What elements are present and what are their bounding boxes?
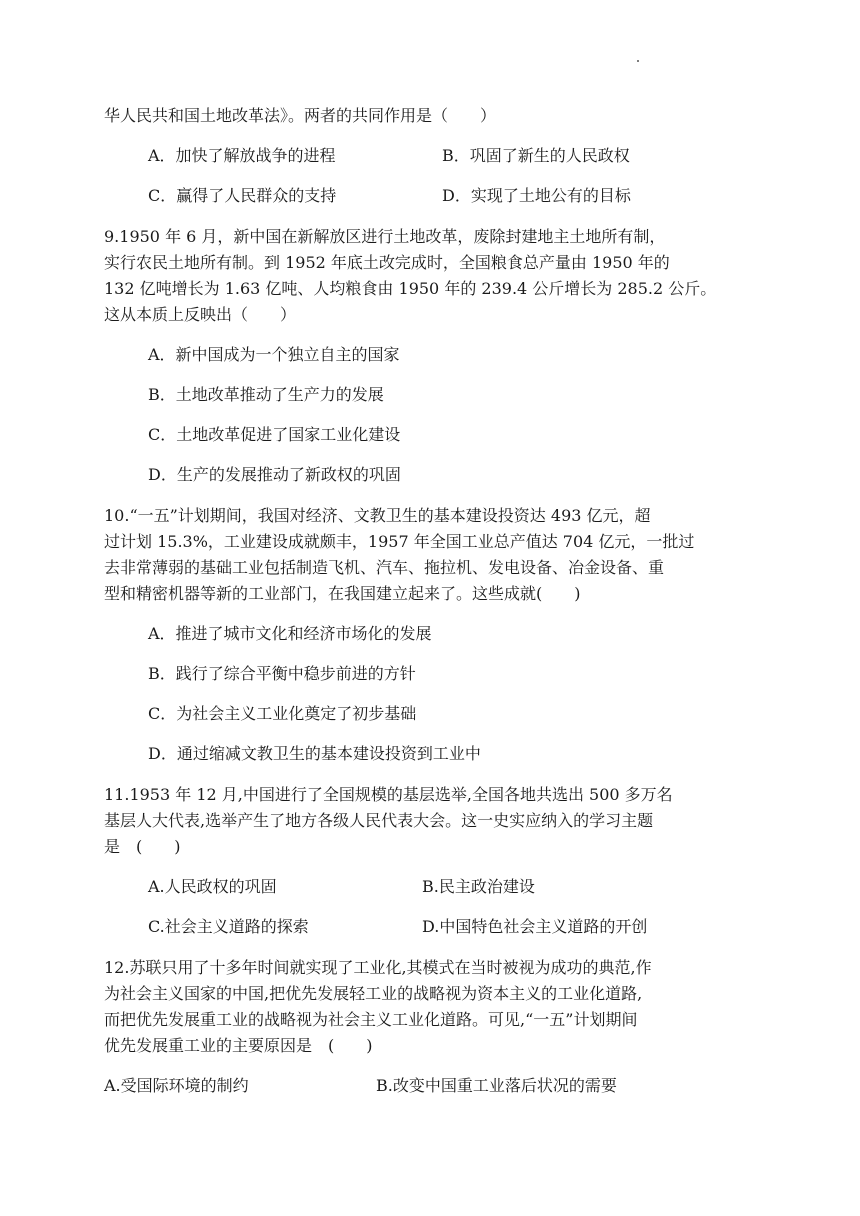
- q9-stem-line: 9.1950 年 6 月，新中国在新解放区进行土地改革，废除封建地主土地所有制，: [104, 227, 666, 246]
- q11-stem-line: 基层人大代表,选举产生了地方各级人民代表大会。这一史实应纳入的学习主题: [104, 811, 654, 830]
- q12-option-b: B.改变中国重工业落后状况的需要: [376, 1076, 617, 1095]
- q10-option-c: C．为社会主义工业化奠定了初步基础: [148, 704, 417, 723]
- q11-stem-line: 是 ( ): [104, 837, 181, 856]
- q8-option-b: B．巩固了新生的人民政权: [442, 146, 630, 165]
- q10-option-d: D．通过缩减文教卫生的基本建设投资到工业中: [148, 744, 481, 763]
- q10-stem-line: 10.“一五”计划期间，我国对经济、文教卫生的基本建设投资达 493 亿元，超: [104, 506, 651, 525]
- q10-option-b: B．践行了综合平衡中稳步前进的方针: [148, 664, 416, 683]
- q8-stem-line: 华人民共和国土地改革法》。两者的共同作用是（ ）: [104, 106, 497, 125]
- q12-stem-line: 为社会主义国家的中国,把优先发展轻工业的战略视为资本主义的工业化道路,: [104, 984, 643, 1003]
- q9-stem-line: 这从本质上反映出（ ）: [104, 305, 297, 324]
- q11-option-b: B.民主政治建设: [422, 877, 535, 896]
- q9-option-a: A．新中国成为一个独立自主的国家: [148, 345, 400, 364]
- q10-option-a: A．推进了城市文化和经济市场化的发展: [148, 624, 432, 643]
- q12-option-a: A.受国际环境的制约: [104, 1076, 249, 1095]
- q8-option-c: C．赢得了人民群众的支持: [148, 186, 337, 205]
- q11-option-a: A.人民政权的巩固: [148, 877, 277, 896]
- q10-stem-line: 型和精密机器等新的工业部门，在我国建立起来了。这些成就( ): [104, 584, 581, 603]
- q11-option-d: D.中国特色社会主义道路的开创: [422, 917, 648, 936]
- q9-stem-line: 实行农民土地所有制。到 1952 年底土改完成时，全国粮食总产量由 1950 年的: [104, 253, 670, 272]
- q11-stem-line: 11.1953 年 12 月,中国进行了全国规模的基层选举,全国各地共选出 500 多万名: [104, 785, 673, 804]
- q11-option-c: C.社会主义道路的探索: [148, 917, 309, 936]
- q12-stem-line: 12.苏联只用了十多年时间就实现了工业化,其模式在当时被视为成功的典范,作: [104, 958, 652, 977]
- q12-stem-line: 优先发展重工业的主要原因是 ( ): [104, 1036, 373, 1055]
- q10-stem-line: 去非常薄弱的基础工业包括制造飞机、汽车、拖拉机、发电设备、冶金设备、重: [104, 558, 665, 577]
- q8-option-d: D．实现了土地公有的目标: [442, 186, 631, 205]
- q8-option-a: A．加快了解放战争的进程: [148, 146, 336, 165]
- q10-stem-line: 过计划 15.3%，工业建设成就颇丰，1957 年全国工业总产值达 704 亿元，一批过: [104, 532, 695, 551]
- q9-option-b: B．土地改革推动了生产力的发展: [148, 385, 384, 404]
- q9-option-c: C．土地改革促进了国家工业化建设: [148, 425, 401, 444]
- q9-stem-line: 132 亿吨增长为 1.63 亿吨、人均粮食由 1950 年的 239.4 公斤增长为 285.2 公斤。: [104, 279, 717, 298]
- page-mark: [637, 60, 639, 62]
- q9-option-d: D．生产的发展推动了新政权的巩固: [148, 465, 401, 484]
- q12-stem-line: 而把优先发展重工业的战略视为社会主义工业化道路。可见,“一五”计划期间: [104, 1010, 638, 1029]
